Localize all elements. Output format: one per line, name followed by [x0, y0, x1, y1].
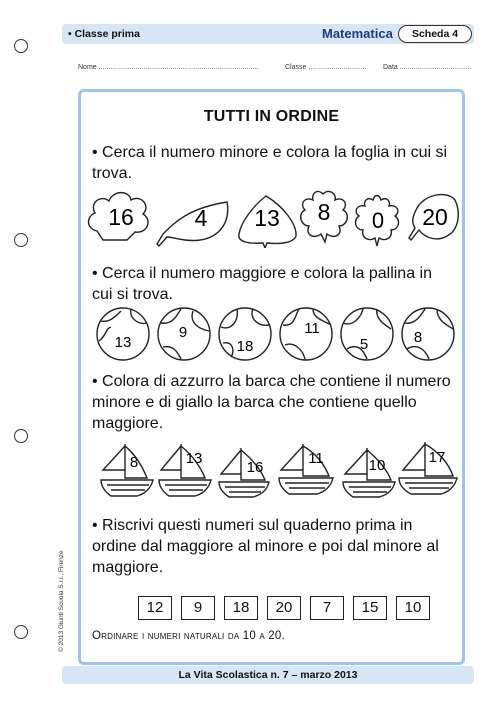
learning-objective: Ordinare i numeri naturali da 10 a 20.	[92, 630, 285, 642]
number-box: 12	[138, 596, 172, 620]
boat-number: 16	[246, 459, 264, 476]
ball-number: 8	[413, 329, 423, 346]
number-box: 9	[181, 596, 215, 620]
copyright-notice: © 2013 Giunti Scuola S.r.l., Firenze	[58, 550, 65, 652]
boat-number: 13	[185, 450, 203, 467]
footer-label: La Vita Scolastica n. 7 – marzo 2013	[62, 666, 474, 684]
instruction-3: • Colora di azzurro la barca che contiene il numero minore e di giallo la barca che contiene quello maggiore.	[92, 373, 451, 432]
number-box: 15	[353, 596, 387, 620]
leaf-shape	[157, 202, 228, 246]
exercise-card	[78, 89, 465, 665]
binder-hole	[14, 429, 28, 443]
binder-hole	[14, 233, 28, 247]
leaves-row	[81, 188, 462, 248]
name-field: Nome ..................................................................................	[78, 64, 259, 71]
sheet-badge: Scheda 4	[398, 25, 472, 43]
ball-number: 11	[304, 320, 320, 337]
leaf-number: 16	[108, 204, 134, 230]
boat-number: 8	[129, 454, 139, 471]
instruction-2: • Cerca il numero maggiore e colora la pallina in cui si trova.	[92, 265, 432, 303]
leaf-number: 4	[194, 205, 208, 231]
boat-number: 17	[428, 449, 446, 466]
boats-row	[81, 440, 462, 502]
number-box: 20	[267, 596, 301, 620]
ball-number: 13	[114, 334, 132, 351]
binder-hole	[14, 39, 28, 53]
ball-number: 18	[236, 338, 254, 355]
number-box: 18	[224, 596, 258, 620]
number-box: 10	[396, 596, 430, 620]
instruction-4: • Riscrivi questi numeri sul quaderno prima in ordine dal maggiore al minore e poi dal minore al maggiore.	[92, 517, 439, 576]
class-field: Classe ..............................	[285, 64, 367, 71]
page-title: TUTTI IN ORDINE	[203, 108, 340, 125]
leaf-number: 20	[422, 204, 448, 230]
instruction-1: • Cerca il numero minore e colora la foglia in cui si trova.	[92, 144, 448, 182]
balls-row	[81, 305, 462, 363]
leaf-number: 0	[371, 208, 385, 233]
boat-number: 11	[308, 450, 324, 467]
date-field: Data .....................................	[383, 64, 472, 71]
leaf-number: 13	[254, 205, 280, 231]
class-label: • Classe prima	[68, 28, 140, 40]
boat-number: 10	[368, 457, 386, 474]
subject-label: Matematica	[322, 26, 393, 41]
number-box: 7	[310, 596, 344, 620]
leaf-number: 8	[317, 199, 331, 225]
ball-number: 9	[178, 324, 188, 341]
binder-hole	[14, 625, 28, 639]
ball-number: 5	[359, 336, 369, 353]
ball-shape	[402, 308, 454, 360]
